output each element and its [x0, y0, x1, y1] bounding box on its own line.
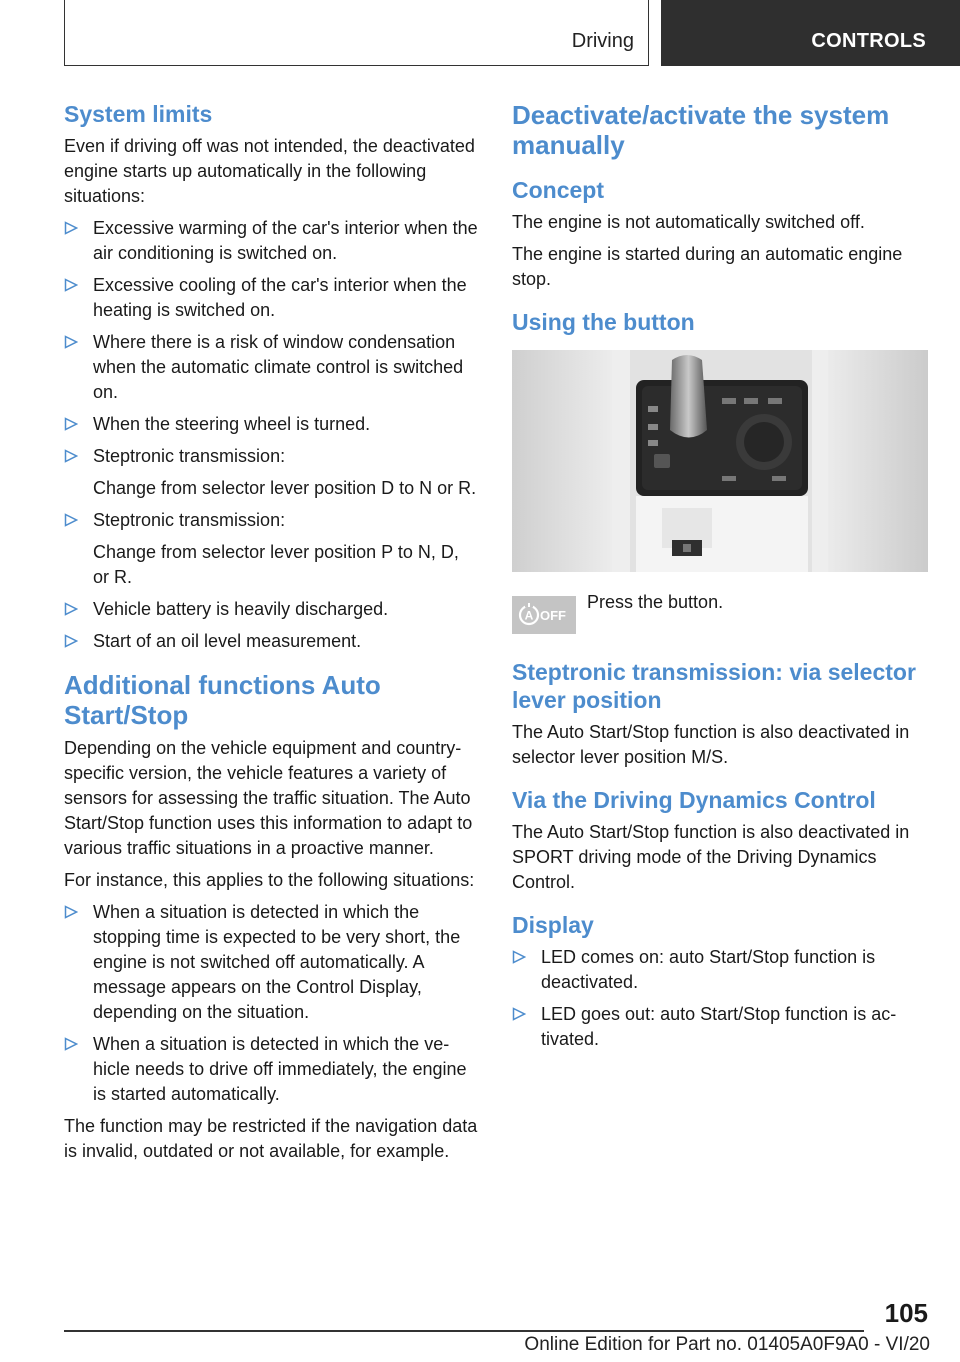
- steptronic-text: The Auto Start/Stop function is also deactivated in selector lever position M/S.: [512, 722, 910, 767]
- list-item-subtext: Change from selector lever position P to N, D, or R.: [93, 542, 459, 587]
- list-item-text: Vehicle battery is heavily discharged.: [93, 599, 389, 619]
- auto-off-icon: [517, 603, 571, 627]
- page-number: 105: [884, 1298, 928, 1328]
- display-list: [512, 945, 930, 1052]
- additional-functions-list: [64, 900, 478, 1107]
- center-console-photo: [512, 350, 928, 572]
- list-item-text: Where there is a risk of window condensation when the automatic climate control is switched on.: [93, 332, 464, 402]
- concept-heading: Concept: [512, 177, 604, 203]
- list-item: [64, 412, 478, 437]
- section-system-limits: [64, 100, 478, 654]
- bullet-triangle-icon: [512, 1007, 526, 1021]
- bullet-triangle-icon: [64, 417, 78, 431]
- list-item: [64, 508, 478, 590]
- list-item-text: Excessive cooling of the car's interior when the heating is switched on.: [93, 275, 467, 320]
- list-item: [512, 945, 930, 995]
- auto-start-stop-off-button: [512, 596, 576, 634]
- svg-text:OFF: OFF: [540, 608, 566, 623]
- list-item: [512, 1002, 930, 1052]
- bullet-triangle-icon: [64, 513, 78, 527]
- svg-text:A: A: [524, 608, 534, 623]
- header-section-box: [64, 0, 649, 66]
- bullet-triangle-icon: [64, 449, 78, 463]
- bullet-triangle-icon: [64, 602, 78, 616]
- header-chapter-label: CONTROLS: [811, 30, 926, 52]
- deactivate-heading: Deactivate/activate the system manually: [512, 100, 890, 160]
- system-limits-intro: Even if driving off was not intended, the deactivated engine starts up automatically in the following situations:: [64, 136, 475, 206]
- list-item-text: When a situation is detected in which the stopping time is expected to be very short, the engine is not switched off automatically. A message appears on the Control Display, depending on the situation.: [93, 902, 461, 1022]
- section-additional-functions: [64, 670, 478, 1164]
- display-heading: Display: [512, 912, 594, 938]
- using-button-heading: Using the button: [512, 309, 695, 335]
- steptronic-heading: Steptronic transmission: via selector lever position: [512, 659, 916, 713]
- bullet-triangle-icon: [64, 221, 78, 235]
- list-item: [64, 900, 478, 1025]
- concept-p1: The engine is not automatically switched off.: [512, 212, 865, 232]
- header-chapter-box: [661, 0, 960, 66]
- list-item-text: Steptronic transmission:: [93, 510, 286, 530]
- button-instruction-row: [512, 590, 930, 646]
- header-section-label: Driving: [571, 30, 634, 52]
- list-item: [64, 273, 478, 323]
- system-limits-list: [64, 216, 478, 654]
- list-item-text: Excessive warming of the car's interior when the air conditioning is switched on.: [93, 218, 478, 263]
- footer-edition: Online Edition for Part no. 01405A0F9A0 - VI/20: [524, 1334, 930, 1355]
- list-item-text: When a situation is detected in which the vehicle needs to drive off immediately, the engine is started automatically.: [93, 1034, 467, 1104]
- list-item-text: Start of an oil level measurement.: [93, 631, 362, 651]
- ddc-text: The Auto Start/Stop function is also deactivated in SPORT driving mode of the Driving Dynamics Control.: [512, 822, 910, 892]
- bullet-triangle-icon: [64, 905, 78, 919]
- list-item: [64, 444, 478, 501]
- list-item-text: Steptronic transmission:: [93, 446, 286, 466]
- bullet-triangle-icon: [64, 634, 78, 648]
- list-item-text: LED comes on: auto Start/Stop function is deactivated.: [541, 947, 876, 992]
- bullet-triangle-icon: [64, 278, 78, 292]
- center-console-illustration: [512, 350, 928, 572]
- list-item: [64, 597, 478, 622]
- right-column: [512, 100, 930, 1059]
- press-button-text: Press the button.: [587, 592, 724, 612]
- list-item: [64, 629, 478, 654]
- bullet-triangle-icon: [64, 1037, 78, 1051]
- bullet-triangle-icon: [64, 335, 78, 349]
- list-item: [64, 330, 478, 405]
- list-item-text: LED goes out: auto Start/Stop function is activated.: [541, 1004, 897, 1049]
- left-column: [64, 100, 478, 1171]
- list-item-text: When the steering wheel is turned.: [93, 414, 371, 434]
- bullet-triangle-icon: [512, 950, 526, 964]
- list-item: [64, 216, 478, 266]
- list-item: [64, 1032, 478, 1107]
- additional-functions-p2: For instance, this applies to the following situations:: [64, 870, 475, 890]
- footer-divider: [64, 1330, 864, 1332]
- list-item-subtext: Change from selector lever position D to N or R.: [93, 478, 477, 498]
- concept-p2: The engine is started during an automatic engine stop.: [512, 244, 903, 289]
- additional-functions-p1: Depending on the vehicle equipment and country-specific version, the vehicle features a variety of sensors for assessing the traffic situation. The Auto Start/Stop function uses this information to adapt to various traffic situations in a proactive manner.: [64, 738, 473, 858]
- ddc-heading: Via the Driving Dynamics Control: [512, 787, 876, 813]
- system-limits-heading: System limits: [64, 101, 213, 127]
- additional-functions-heading: Additional functions Auto Start/Stop: [64, 670, 381, 730]
- additional-functions-p3: The function may be restricted if the navigation data is invalid, outdated or not available, for example.: [64, 1116, 478, 1161]
